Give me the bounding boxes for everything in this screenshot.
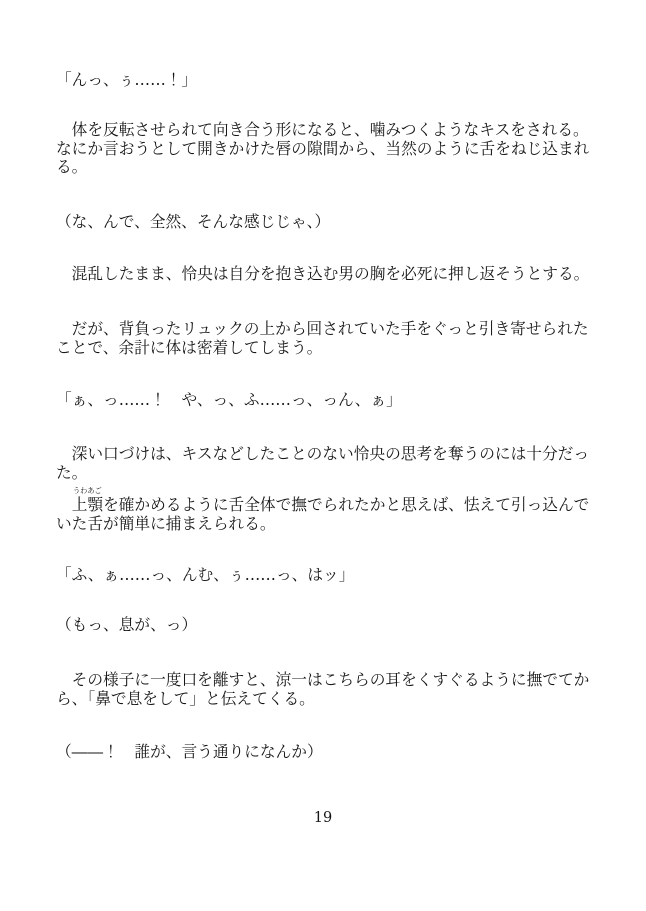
furigana-text: うわあご (72, 486, 102, 495)
text-line: ら、「鼻で息をして」と伝えてくる。 (56, 688, 315, 708)
ruby-annotation (71, 486, 104, 515)
ruby-base-text: 上顎 (71, 495, 104, 514)
dialogue-line (56, 391, 601, 410)
text-line: その様子に一度口を離すと、涼一はこちらの耳をくすぐるように撫でてか (56, 670, 590, 689)
text-segment: を確かめるように舌全体で撫でられたかと思えば、怯えて引っ込んで (103, 495, 590, 514)
text-line: 深い口づけは、キスなどしたことのない怜央の思考を奪うのには十分だっ (56, 444, 590, 463)
text-line: 体を反転させられて向き合う形になると、噛みつくようなキスをされる。 (56, 120, 589, 139)
narration-paragraph (56, 671, 601, 708)
text-line: 「んっ、ぅ……！」 (56, 70, 198, 89)
text-line: 「ふ、ぁ……っ、んむ、ぅ……っ、はッ」 (56, 565, 355, 584)
text-line: だが、背負ったリュックの上から回されていた手をぐっと引き寄せられた (56, 319, 589, 338)
narration-paragraph (56, 320, 601, 357)
text-segment (56, 495, 72, 514)
dialogue-line (56, 566, 601, 585)
text-line: いた舌が簡単に捕まえられる。 (56, 513, 276, 533)
narration-paragraph (56, 445, 601, 482)
text-line: る。 (56, 157, 88, 177)
dialogue-line (56, 71, 601, 90)
text-line: 混乱したまま、怜央は自分を抱き込む男の胸を必死に押し返そうとする。 (56, 264, 590, 283)
text-line: （な、んで、全然、そんな感じじゃ、） (56, 212, 331, 231)
inner-monologue-line (56, 213, 601, 232)
page-number: 19 (313, 810, 333, 826)
inner-monologue-line (56, 616, 601, 635)
text-line: （もっ、息が、っ） (56, 615, 198, 634)
text-line: ことで、余計に体は密着してしまう。 (56, 337, 323, 357)
narration-paragraph (56, 265, 601, 284)
text-line: （――！ 誰が、言う通りになんか） (56, 742, 323, 761)
text-line (56, 486, 601, 515)
narration-paragraph (56, 121, 601, 177)
narration-paragraph (56, 486, 601, 533)
text-line: 「ぁ、っ……！ や、っ、ふ……っ、っん、ぁ」 (56, 390, 402, 409)
text-line: なにか言おうとして開きかけた唇の隙間から、当然のように舌をねじ込まれ (56, 138, 590, 158)
text-line: た。 (56, 462, 88, 482)
inner-monologue-line (56, 743, 601, 762)
